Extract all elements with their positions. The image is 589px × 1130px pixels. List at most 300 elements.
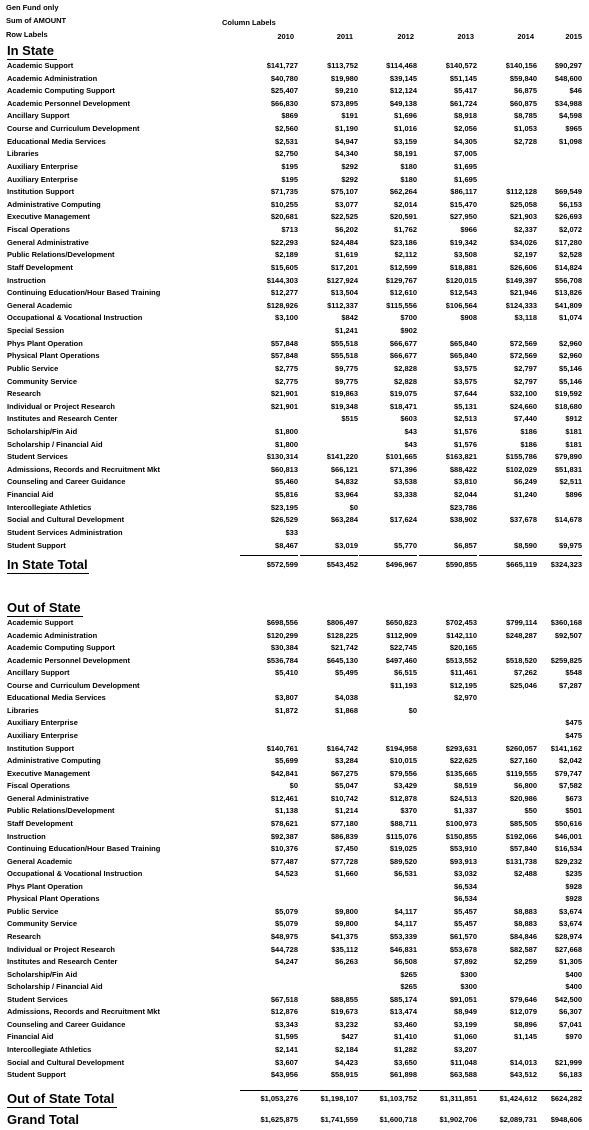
cell-2011: $9,775 <box>335 376 358 386</box>
cell-2015: $34,988 <box>554 98 582 108</box>
cell-2013: $51,145 <box>449 73 477 83</box>
cell-2012: $89,520 <box>389 856 417 866</box>
row-libraries[interactable] <box>0 148 589 161</box>
row-label: Auxiliary Enterprise <box>7 161 78 171</box>
cell-2015: $13,826 <box>554 288 582 298</box>
row-label: Scholarship/Fin Aid <box>7 969 78 979</box>
row-general-administrative[interactable] <box>0 237 589 250</box>
cell-2014: $79,646 <box>509 994 537 1004</box>
cell-2011: $55,518 <box>330 338 358 348</box>
cell-2012: $114,468 <box>386 61 417 70</box>
cell-2011: $515 <box>341 414 358 424</box>
cell-2015: $29,232 <box>554 856 582 866</box>
row-admissions-records-and-recruitment-mkt[interactable] <box>0 464 589 477</box>
cell-2012: $43 <box>404 426 417 436</box>
row-individual-or-project-research[interactable] <box>0 944 589 957</box>
row-social-and-cultural-development[interactable] <box>0 514 589 527</box>
measure-label: Sum of AMOUNT <box>6 16 67 25</box>
total-cell-2012: $1,103,752 <box>379 1094 417 1103</box>
cell-2015: $2,528 <box>559 250 582 260</box>
cell-2014: $2,488 <box>514 869 537 879</box>
row-executive-management[interactable] <box>0 768 589 781</box>
row-label: Student Services <box>7 452 68 462</box>
cell-2013: $3,508 <box>454 250 477 260</box>
row-ancillary-support[interactable] <box>0 110 589 123</box>
row-label: Continuing Education/Hour Based Training <box>7 288 161 298</box>
row-occupational-vocational-instruction[interactable] <box>0 868 589 881</box>
cell-2010: $2,141 <box>275 1045 298 1055</box>
cell-2011: $9,775 <box>335 363 358 373</box>
row-public-relations-development[interactable] <box>0 805 589 818</box>
row-label: Ancillary Support <box>7 668 70 678</box>
row-financial-aid[interactable] <box>0 1031 589 1044</box>
cell-2011: $4,947 <box>335 136 358 146</box>
row-label: Educational Media Services <box>7 136 106 146</box>
row-student-support[interactable] <box>0 1069 589 1082</box>
total-cell-2014: $1,424,612 <box>499 1094 537 1103</box>
row-academic-personnel-development[interactable] <box>0 655 589 668</box>
cell-2012: $115,556 <box>386 300 417 310</box>
row-student-services[interactable] <box>0 451 589 464</box>
cell-2014: $24,660 <box>509 401 537 411</box>
cell-2010: $130,314 <box>266 452 298 462</box>
row-physical-plant-operations[interactable] <box>0 350 589 363</box>
cell-2013: $3,207 <box>454 1045 477 1055</box>
grand-total-row[interactable] <box>0 1112 589 1128</box>
cell-2013: $1,695 <box>454 174 477 184</box>
cell-2013: $5,457 <box>454 919 477 929</box>
row-academic-support[interactable] <box>0 617 589 630</box>
row-label: Institutes and Research Center <box>7 957 118 967</box>
cell-2013: $86,117 <box>450 187 477 197</box>
row-label: Auxiliary Enterprise <box>7 174 78 184</box>
cell-2014: $2,259 <box>514 957 537 967</box>
cell-2012: $112,909 <box>386 630 417 640</box>
cell-2015: $26,693 <box>554 212 582 222</box>
cell-2010: $48,975 <box>270 932 298 941</box>
total-underline <box>7 573 89 574</box>
row-institution-support[interactable] <box>0 186 589 199</box>
cell-2012: $265 <box>400 969 417 979</box>
row-educational-media-services[interactable] <box>0 692 589 705</box>
cell-2013: $23,786 <box>449 502 477 512</box>
cell-2013: $1,060 <box>454 1032 477 1042</box>
cell-2015: $2,960 <box>559 338 582 348</box>
cell-2015: $79,890 <box>554 452 582 462</box>
cell-2014: $59,840 <box>509 73 537 83</box>
cell-2011: $128,225 <box>326 630 358 640</box>
cell-2012: $18,471 <box>389 401 417 411</box>
cell-2012: $12,124 <box>389 86 417 96</box>
cell-2015: $3,674 <box>559 919 582 929</box>
row-institution-support[interactable] <box>0 743 589 756</box>
row-fiscal-operations[interactable] <box>0 224 589 237</box>
row-general-academic[interactable] <box>0 856 589 869</box>
row-social-and-cultural-development[interactable] <box>0 1057 589 1070</box>
cell-2015: $51,831 <box>554 464 582 474</box>
year-header: 2012 <box>397 32 414 41</box>
row-community-service[interactable] <box>0 376 589 389</box>
cell-2012: $4,117 <box>394 906 417 916</box>
cell-2014: $43,512 <box>509 1070 537 1080</box>
cell-2013: $8,519 <box>454 781 477 791</box>
row-academic-administration[interactable] <box>0 73 589 86</box>
row-scholarship-fin-aid[interactable] <box>0 969 589 982</box>
cell-2011: $6,263 <box>335 957 358 967</box>
cell-2011: $3,964 <box>335 490 358 500</box>
row-fiscal-operations[interactable] <box>0 780 589 793</box>
row-administrative-computing[interactable] <box>0 755 589 768</box>
cell-2010: $66,830 <box>270 98 298 108</box>
row-label: Community Service <box>7 919 78 929</box>
cell-2011: $9,800 <box>335 906 358 916</box>
cell-2010: $23,195 <box>270 502 298 512</box>
row-labels-header[interactable]: Row Labels <box>6 30 48 39</box>
row-admissions-records-and-recruitment-mkt[interactable] <box>0 1006 589 1019</box>
cell-2015: $673 <box>565 793 582 803</box>
cell-2012: $1,762 <box>394 225 417 235</box>
cell-2012: $53,339 <box>389 932 417 941</box>
cell-2013: $5,131 <box>454 401 477 411</box>
cell-2013: $3,032 <box>454 869 477 879</box>
total-cell-2014: $665,119 <box>506 560 537 569</box>
row-course-and-curriculum-development[interactable] <box>0 680 589 693</box>
cell-2011: $19,348 <box>330 401 358 411</box>
row-continuing-education-hour-based-training[interactable] <box>0 287 589 300</box>
cell-2012: $12,610 <box>389 288 417 298</box>
row-research[interactable] <box>0 388 589 401</box>
row-individual-or-project-research[interactable] <box>0 401 589 414</box>
cell-2013: $3,575 <box>454 376 477 386</box>
cell-2015: $2,960 <box>559 351 582 361</box>
row-academic-personnel-development[interactable] <box>0 98 589 111</box>
cell-2015: $2,511 <box>559 477 582 487</box>
cell-2010: $25,407 <box>270 86 298 96</box>
row-community-service[interactable] <box>0 918 589 931</box>
cell-2013: $19,342 <box>449 237 477 247</box>
cell-2012: $603 <box>400 414 417 424</box>
cell-2015: $56,708 <box>554 275 582 285</box>
cell-2013: $1,695 <box>454 161 477 171</box>
cell-2013: $2,970 <box>454 693 477 703</box>
cell-2015: $7,287 <box>559 680 582 690</box>
cell-2011: $4,038 <box>335 693 358 703</box>
total-cell-2012: $496,967 <box>385 560 417 569</box>
cell-2013: $6,534 <box>454 894 477 904</box>
total-cell-2010: $572,599 <box>266 560 298 569</box>
row-auxiliary-enterprise[interactable] <box>0 174 589 187</box>
total-cell-2011: $1,198,107 <box>320 1094 358 1103</box>
cell-2012: $22,745 <box>389 643 417 653</box>
cell-2011: $75,107 <box>330 187 358 197</box>
cell-2013: $2,056 <box>454 124 477 134</box>
row-label: Public Service <box>7 363 59 373</box>
cell-2011: $3,077 <box>335 199 358 209</box>
row-label: Academic Administration <box>7 630 98 640</box>
cell-2014: $3,118 <box>514 313 537 323</box>
row-financial-aid[interactable] <box>0 489 589 502</box>
row-label: Research <box>7 932 41 941</box>
cell-2015: $400 <box>565 969 582 979</box>
cell-2010: $0 <box>289 781 298 791</box>
cell-2015: $928 <box>565 881 582 891</box>
cell-2013: $1,337 <box>454 806 477 816</box>
cell-2014: $119,555 <box>506 768 537 778</box>
cell-2011: $3,284 <box>335 756 358 766</box>
row-public-service[interactable] <box>0 363 589 376</box>
cell-2010: $1,595 <box>275 1032 298 1042</box>
row-label: Academic Personnel Development <box>7 655 130 665</box>
cell-2012: $370 <box>400 806 417 816</box>
row-institutes-and-research-center[interactable] <box>0 413 589 426</box>
row-special-session[interactable] <box>0 325 589 338</box>
cell-2013: $513,552 <box>445 655 477 665</box>
cell-2013: $140,572 <box>445 61 477 70</box>
row-label: Financial Aid <box>7 1032 54 1042</box>
row-instruction[interactable] <box>0 831 589 844</box>
row-research[interactable] <box>0 931 589 944</box>
row-academic-administration[interactable] <box>0 630 589 643</box>
cell-2011: $1,868 <box>335 705 358 715</box>
cell-2013: $6,534 <box>454 881 477 891</box>
cell-2013: $908 <box>460 313 477 323</box>
cell-2015: $912 <box>565 414 582 424</box>
row-general-academic[interactable] <box>0 300 589 313</box>
cell-2015: $3,674 <box>559 906 582 916</box>
cell-2012: $62,264 <box>389 187 417 197</box>
cell-2010: $536,784 <box>266 655 298 665</box>
cell-2011: $86,839 <box>330 831 358 841</box>
cell-2013: $6,857 <box>454 540 477 550</box>
cell-2011: $21,742 <box>330 643 358 653</box>
cell-2015: $141,162 <box>550 743 582 753</box>
row-label: Auxiliary Enterprise <box>7 718 78 728</box>
cell-2013: $8,949 <box>454 1007 477 1017</box>
cell-2014: $8,896 <box>514 1019 537 1029</box>
cell-2013: $7,005 <box>454 149 477 159</box>
row-label: Student Services <box>7 994 68 1004</box>
cell-2014: $1,145 <box>514 1032 537 1042</box>
row-ancillary-support[interactable] <box>0 667 589 680</box>
cell-2014: $14,013 <box>509 1057 537 1067</box>
cell-2010: $77,487 <box>270 856 298 866</box>
row-staff-development[interactable] <box>0 818 589 831</box>
cell-2014: $27,160 <box>509 756 537 766</box>
cell-2010: $195 <box>281 174 298 184</box>
cell-2012: $1,410 <box>394 1032 417 1042</box>
cell-2010: $195 <box>281 161 298 171</box>
cell-2015: $1,098 <box>559 136 582 146</box>
cell-2014: $140,156 <box>505 61 537 70</box>
cell-2013: $61,724 <box>449 98 477 108</box>
cell-2015: $181 <box>565 439 582 449</box>
cell-2013: $300 <box>460 982 477 992</box>
row-phys-plant-operation[interactable] <box>0 881 589 894</box>
cell-2014: $192,066 <box>505 831 537 841</box>
cell-2013: $15,470 <box>449 199 477 209</box>
row-counseling-and-career-guidance[interactable] <box>0 476 589 489</box>
row-public-service[interactable] <box>0 906 589 919</box>
row-label: Public Relations/Development <box>7 250 115 260</box>
row-student-services[interactable] <box>0 994 589 1007</box>
cell-2010: $1,800 <box>275 426 298 436</box>
row-student-services-administration[interactable] <box>0 527 589 540</box>
cell-2015: $4,598 <box>559 111 582 121</box>
grand-total-cell-2014: $2,089,731 <box>499 1115 537 1124</box>
cell-2012: $3,460 <box>394 1019 417 1029</box>
row-administrative-computing[interactable] <box>0 199 589 212</box>
row-public-relations-development[interactable] <box>0 249 589 262</box>
row-scholarship-financial-aid[interactable] <box>0 439 589 452</box>
out-state-total-row[interactable] <box>0 1091 589 1107</box>
cell-2010: $3,807 <box>275 693 298 703</box>
row-auxiliary-enterprise[interactable] <box>0 161 589 174</box>
cell-2015: $7,041 <box>559 1019 582 1029</box>
cell-2010: $26,529 <box>270 515 298 525</box>
cell-2015: $2,072 <box>559 225 582 235</box>
row-label: Scholarship / Financial Aid <box>7 439 103 449</box>
cell-2012: $3,538 <box>394 477 417 487</box>
row-label: Intercollegiate Athletics <box>7 1045 92 1055</box>
cell-2015: $548 <box>565 668 582 678</box>
row-intercollegiate-athletics[interactable] <box>0 502 589 515</box>
row-label: Individual or Project Research <box>7 401 115 411</box>
cell-2014: $37,678 <box>509 515 537 525</box>
cell-2010: $5,699 <box>275 756 298 766</box>
row-staff-development[interactable] <box>0 262 589 275</box>
cell-2013: $702,453 <box>445 618 477 627</box>
cell-2015: $7,582 <box>559 781 582 791</box>
row-label: Physical Plant Operations <box>7 894 100 904</box>
cell-2014: $2,728 <box>514 136 537 146</box>
cell-2011: $141,220 <box>326 452 358 462</box>
cell-2010: $12,277 <box>270 288 298 298</box>
cell-2011: $6,202 <box>335 225 358 235</box>
year-header: 2015 <box>565 32 582 41</box>
row-course-and-curriculum-development[interactable] <box>0 123 589 136</box>
cell-2012: $902 <box>400 326 417 336</box>
cell-2015: $5,146 <box>559 376 582 386</box>
cell-2010: $5,079 <box>275 919 298 929</box>
cell-2010: $21,901 <box>270 401 298 411</box>
row-label: Scholarship/Fin Aid <box>7 426 78 436</box>
cell-2014: $21,903 <box>509 212 537 222</box>
cell-2015: $6,307 <box>559 1007 582 1017</box>
row-label: Special Session <box>7 326 65 336</box>
cell-2010: $1,872 <box>275 705 298 715</box>
in-state-total-row[interactable] <box>0 557 589 573</box>
row-physical-plant-operations[interactable] <box>0 893 589 906</box>
row-institutes-and-research-center[interactable] <box>0 956 589 969</box>
cell-2013: $120,015 <box>445 275 477 285</box>
row-counseling-and-career-guidance[interactable] <box>0 1019 589 1032</box>
row-instruction[interactable] <box>0 275 589 288</box>
row-label: Institution Support <box>7 743 75 753</box>
cell-2014: $82,587 <box>509 944 537 954</box>
row-academic-support[interactable] <box>0 60 589 73</box>
row-scholarship-fin-aid[interactable] <box>0 426 589 439</box>
cell-2014: $2,797 <box>514 363 537 373</box>
cell-2013: $8,918 <box>454 111 477 121</box>
row-label: Social and Cultural Development <box>7 1057 125 1067</box>
row-educational-media-services[interactable] <box>0 136 589 149</box>
row-label: Counseling and Career Guidance <box>7 1019 126 1029</box>
cell-2011: $7,450 <box>335 844 358 854</box>
row-label: Occupational & Vocational Instruction <box>7 313 143 323</box>
row-occupational-vocational-instruction[interactable] <box>0 312 589 325</box>
cell-2012: $19,075 <box>389 389 417 399</box>
row-student-support[interactable] <box>0 540 589 553</box>
cell-2011: $9,800 <box>335 919 358 929</box>
cell-2010: $698,556 <box>266 618 298 627</box>
row-academic-computing-support[interactable] <box>0 642 589 655</box>
row-continuing-education-hour-based-training[interactable] <box>0 843 589 856</box>
cell-2011: $19,980 <box>330 73 358 83</box>
cell-2012: $650,823 <box>385 618 417 627</box>
column-labels-header[interactable]: Column Labels <box>222 18 276 27</box>
row-auxiliary-enterprise[interactable] <box>0 730 589 743</box>
cell-2012: $2,014 <box>394 199 417 209</box>
cell-2012: $5,770 <box>394 540 417 550</box>
cell-2011: $112,337 <box>327 300 358 310</box>
row-label: Research <box>7 389 41 399</box>
row-intercollegiate-athletics[interactable] <box>0 1044 589 1057</box>
cell-2012: $129,767 <box>385 275 417 285</box>
cell-2015: $79,747 <box>554 768 582 778</box>
cell-2014: $1,240 <box>514 490 537 500</box>
cell-2012: $4,117 <box>394 919 417 929</box>
cell-2015: $5,146 <box>559 363 582 373</box>
cell-2010: $5,460 <box>275 477 298 487</box>
cell-2011: $22,525 <box>330 212 358 222</box>
total-rule <box>524 555 582 556</box>
cell-2014: $6,800 <box>514 781 537 791</box>
row-executive-management[interactable] <box>0 211 589 224</box>
cell-2013: $5,457 <box>454 906 477 916</box>
cell-2013: $65,840 <box>449 338 477 348</box>
row-scholarship-financial-aid[interactable] <box>0 981 589 994</box>
row-phys-plant-operation[interactable] <box>0 338 589 351</box>
cell-2014: $260,057 <box>505 743 537 753</box>
grand-total-cell-2015: $948,606 <box>550 1115 582 1124</box>
row-general-administrative[interactable] <box>0 793 589 806</box>
row-auxiliary-enterprise[interactable] <box>0 717 589 730</box>
cell-2010: $43,956 <box>270 1070 298 1080</box>
cell-2014: $2,797 <box>514 376 537 386</box>
cell-2013: $11,461 <box>450 668 477 678</box>
year-header: 2010 <box>277 32 294 41</box>
cell-2015: $46 <box>569 86 582 96</box>
cell-2015: $41,809 <box>554 300 582 310</box>
grand-total-label: Grand Total <box>7 1112 79 1127</box>
cell-2012: $194,958 <box>385 743 417 753</box>
cell-2014: $518,520 <box>505 655 537 665</box>
row-label: Institutes and Research Center <box>7 414 118 424</box>
cell-2012: $180 <box>400 174 417 184</box>
row-label: Course and Curriculum Development <box>7 680 140 690</box>
year-header: 2011 <box>336 32 353 41</box>
cell-2011: $10,742 <box>330 793 358 803</box>
cell-2013: $293,631 <box>445 743 477 753</box>
cell-2010: $5,410 <box>275 668 298 678</box>
row-libraries[interactable] <box>0 705 589 718</box>
cell-2011: $4,423 <box>335 1057 358 1067</box>
row-label: Academic Support <box>7 61 74 70</box>
row-academic-computing-support[interactable] <box>0 85 589 98</box>
grand-total-cell-2010: $1,625,875 <box>260 1115 298 1124</box>
row-label: Instruction <box>7 275 46 285</box>
cell-2015: $21,999 <box>554 1057 582 1067</box>
